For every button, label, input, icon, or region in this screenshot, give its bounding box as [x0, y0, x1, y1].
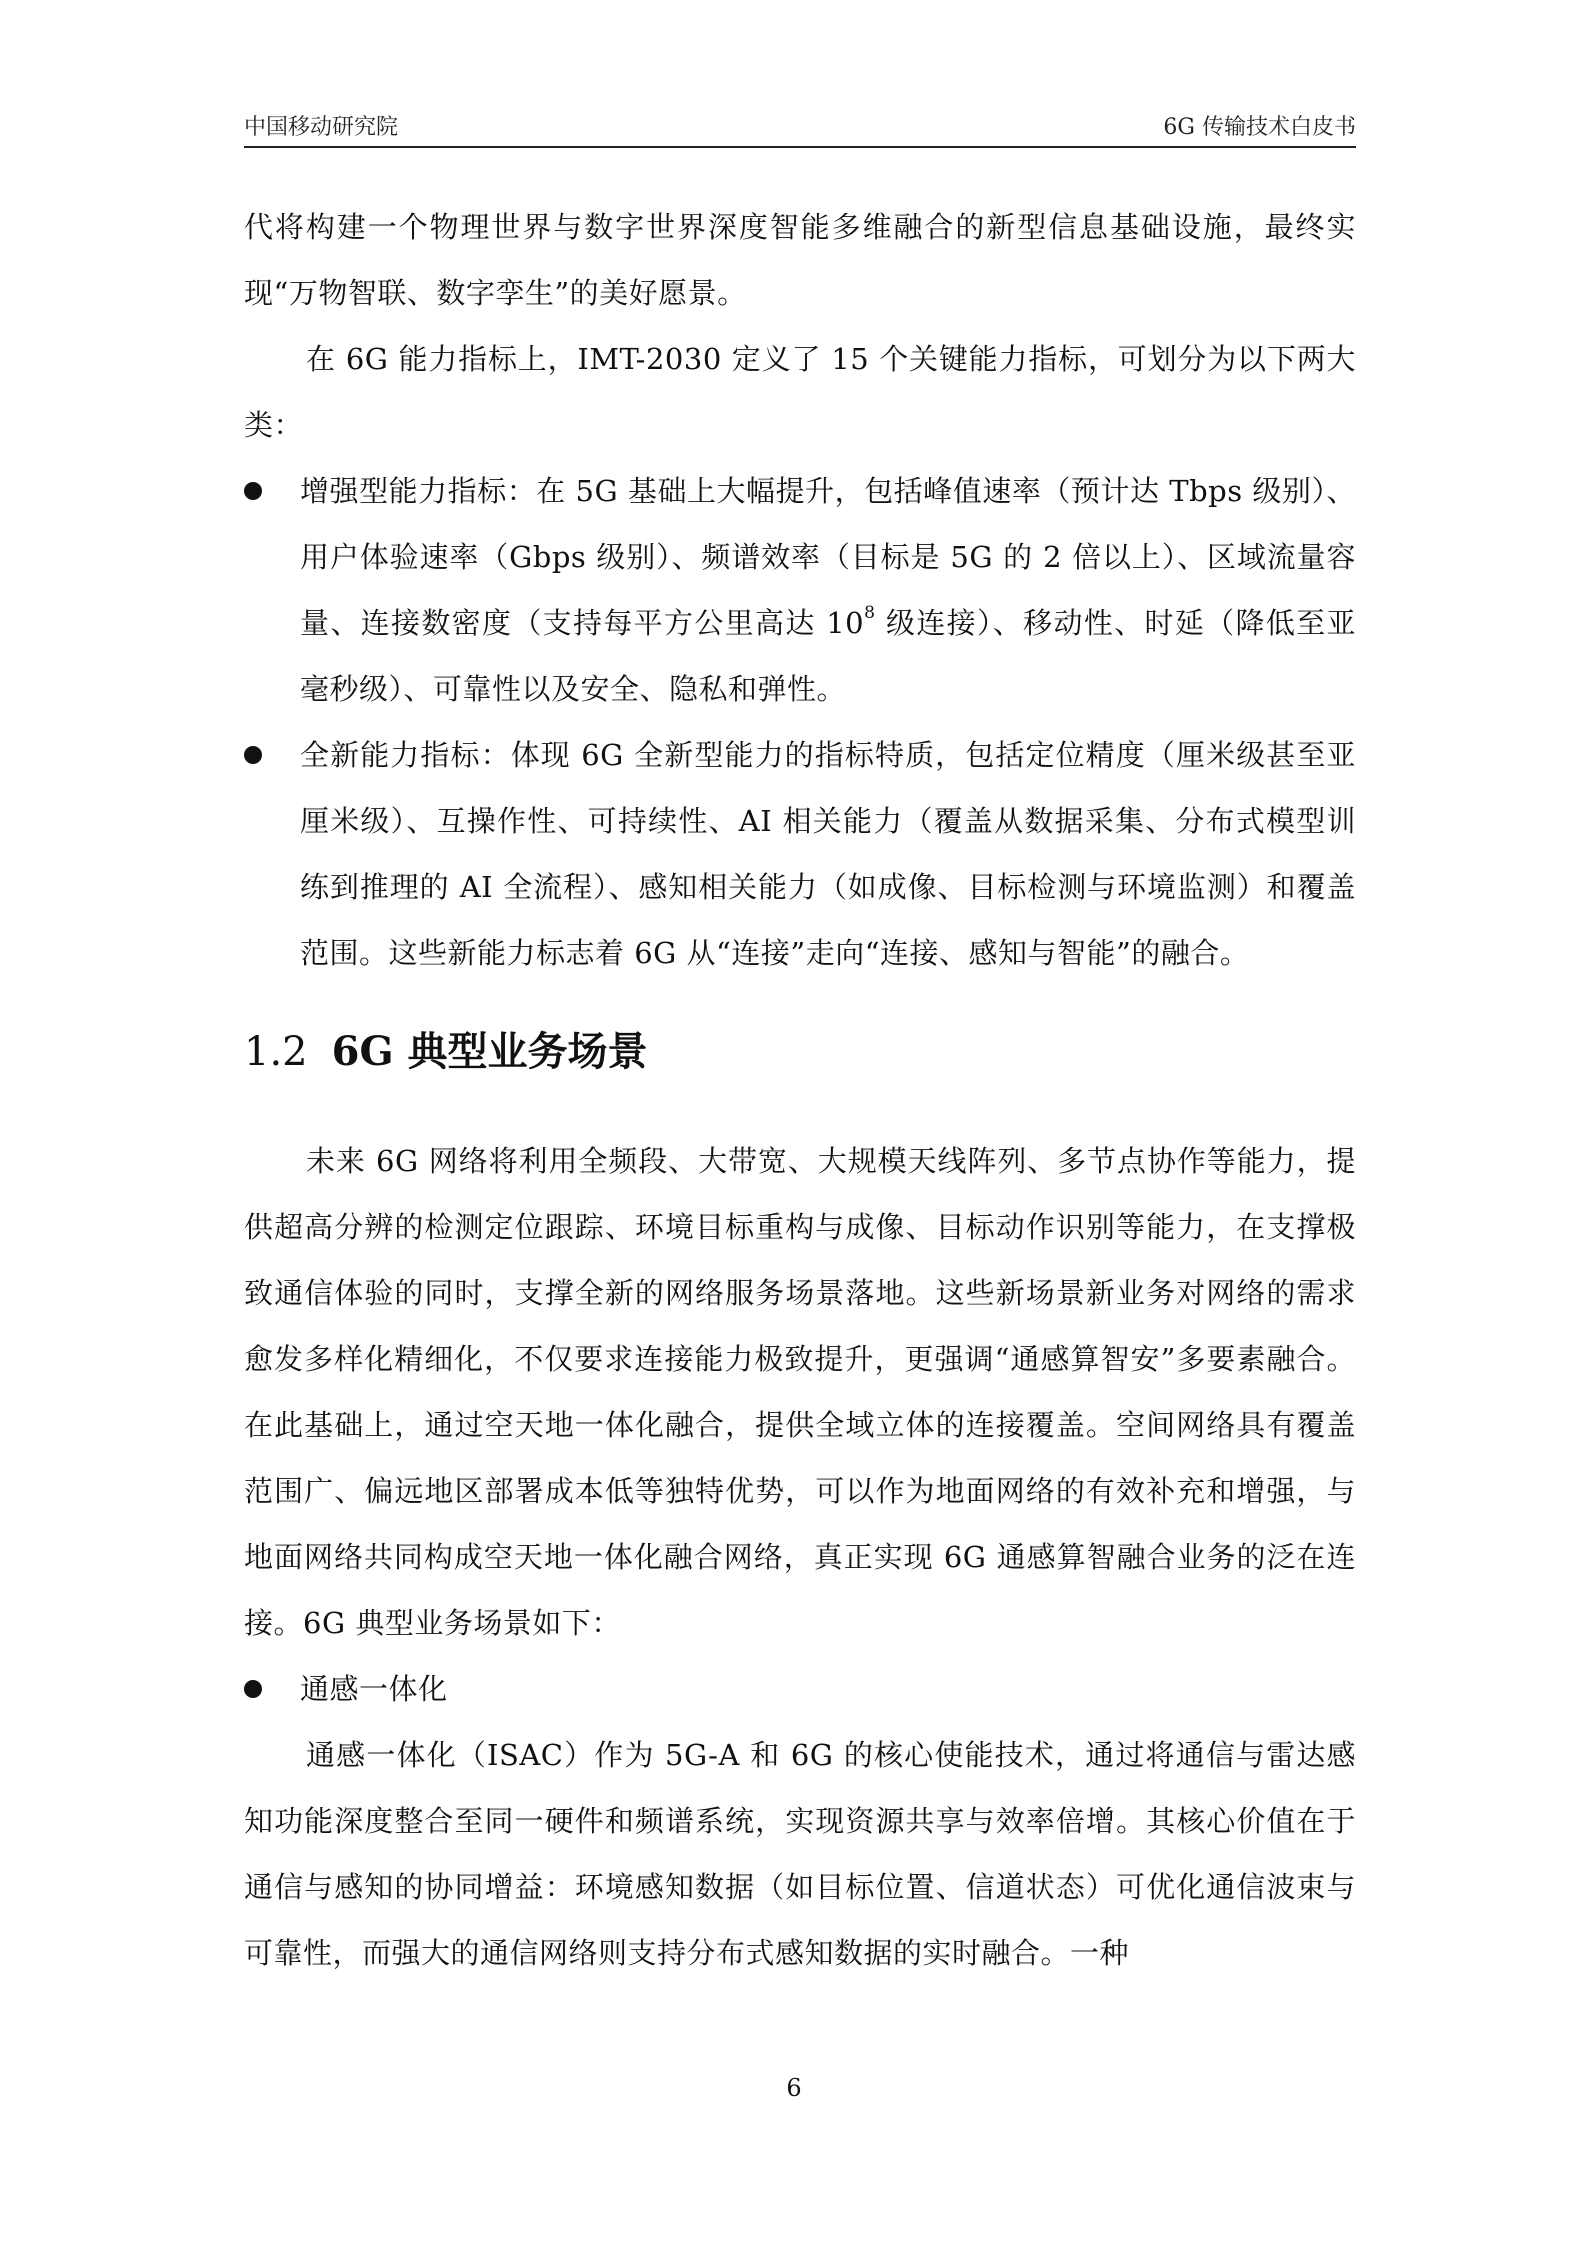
header-right-text: 6G 传输技术白皮书	[1163, 115, 1356, 140]
section-number: 1.2	[244, 1029, 308, 1075]
paragraph-capability-indicators: 在 6G 能力指标上，IMT-2030 定义了 15 个关键能力指标，可划分为以下两大类：	[244, 342, 1356, 442]
page-header	[244, 112, 1356, 148]
section-title: 6G 典型业务场景	[331, 1028, 648, 1075]
bullet-text-new: 全新能力指标：体现 6G 全新型能力的指标特质，包括定位精度（厘米级甚至亚厘米级）、互操作性、可持续性、AI 相关能力（覆盖从数据采集、分布式模型训练到推理的 AI 全流程）、感知相关能力（如成像、目标检测与环境监测）和覆盖范围。这些新能力标志着 6G 从“连接”走向“连接、感知与智能”的融合。	[300, 738, 1356, 970]
section-heading	[244, 1022, 1356, 1082]
page-content	[244, 194, 1356, 1986]
bullet-dot-icon	[244, 1680, 262, 1698]
bullet-item-enhanced-indicators	[244, 458, 1356, 722]
bullet-dot-icon	[244, 746, 262, 764]
header-left-text: 中国移动研究院	[244, 115, 399, 140]
paragraph-isac-description: 通感一体化（ISAC）作为 5G-A 和 6G 的核心使能技术，通过将通信与雷达感知功能深度整合至同一硬件和频谱系统，实现资源共享与效率倍增。其核心价值在于通信与感知的协同增益：环境感知数据（如目标位置、信道状态）可优化通信波束与可靠性，而强大的通信网络则支持分布式感知数据的实时融合。一种	[244, 1738, 1356, 1970]
page-number: 6	[786, 2074, 802, 2102]
bullet-dot-icon	[244, 482, 262, 500]
bullet-item-new-indicators	[244, 722, 1356, 986]
bullet-text-isac: 通感一体化	[300, 1672, 448, 1706]
paragraph-intro-continuation: 代将构建一个物理世界与数字世界深度智能多维融合的新型信息基础设施，最终实现“万物智联、数字孪生”的美好愿景。	[244, 210, 1356, 310]
bullet-item-isac	[244, 1656, 1356, 1722]
bullet-text-enhanced: 增强型能力指标：在 5G 基础上大幅提升，包括峰值速率（预计达 Tbps 级别）、用户体验速率（Gbps 级别）、频谱效率（目标是 5G 的 2 倍以上）、区域流量容量、连接数密度（支持每平方公里高达 $10^8$ 级连接）、移动性、时延（降低至亚毫秒级）、可靠性以及安全、隐私和弹性。	[300, 474, 1356, 706]
superscript-exponent: 8	[864, 603, 876, 624]
paragraph-scenarios-overview: 未来 6G 网络将利用全频段、大带宽、大规模天线阵列、多节点协作等能力，提供超高分辨的检测定位跟踪、环境目标重构与成像、目标动作识别等能力，在支撑极致通信体验的同时，支撑全新的网络服务场景落地。这些新场景新业务对网络的需求愈发多样化精细化，不仅要求连接能力极致提升，更强调“通感算智安”多要素融合。在此基础上，通过空天地一体化融合，提供全域立体的连接覆盖。空间网络具有覆盖范围广、偏远地区部署成本低等独特优势，可以作为地面网络的有效补充和增强，与地面网络共同构成空天地一体化融合网络，真正实现 6G 通感算智融合业务的泛在连接。6G 典型业务场景如下：	[244, 1144, 1356, 1640]
